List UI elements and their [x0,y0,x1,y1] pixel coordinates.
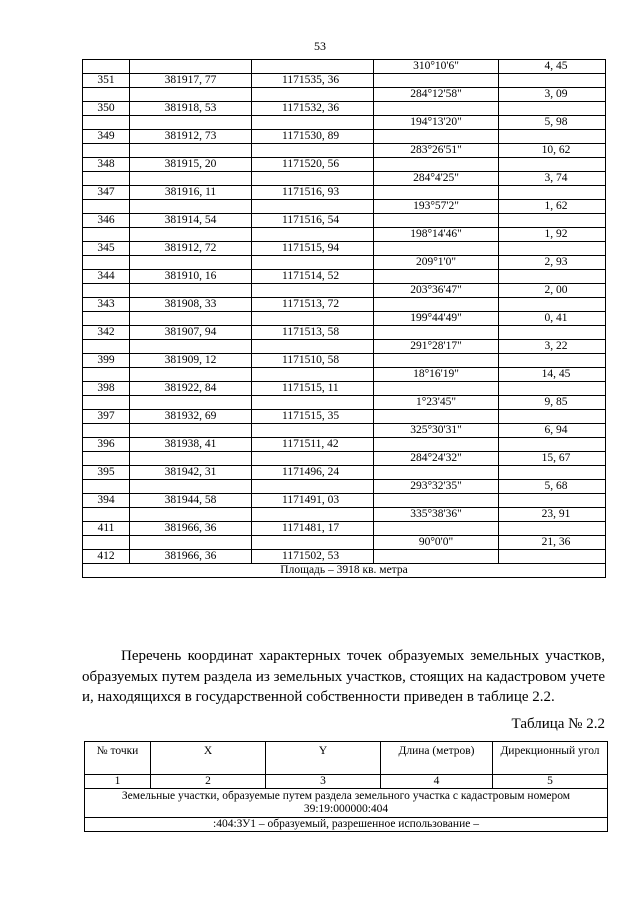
segment-row [83,284,606,298]
coord-y: 1171515, 11 [252,382,374,396]
page-number: 53 [314,39,326,53]
empty-cell [83,480,130,494]
empty-cell [499,354,606,368]
empty-cell [252,144,374,158]
segment-length: 14, 45 [499,368,606,382]
empty-cell [499,298,606,312]
coord-y: 1171532, 36 [252,102,374,116]
point-row [83,354,606,368]
coord-y: 1171502, 53 [252,550,374,564]
empty-cell [252,480,374,494]
empty-cell [374,466,499,480]
empty-cell [130,312,252,326]
direction-angle: 90°0'0" [374,536,499,550]
segment-length: 10, 62 [499,144,606,158]
segment-row [83,88,606,102]
point-row [83,158,606,172]
empty-cell [374,130,499,144]
segment-length: 15, 67 [499,452,606,466]
empty-cell [130,424,252,438]
empty-cell [130,116,252,130]
direction-angle: 1°23'45" [374,396,499,410]
point-number: 342 [83,326,130,340]
empty-cell [130,172,252,186]
empty-cell [252,312,374,326]
coord-x: 381938, 41 [130,438,252,452]
segment-length: 1, 92 [499,228,606,242]
empty-cell [83,536,130,550]
coord-y: 1171513, 58 [252,326,374,340]
direction-angle: 199°44'49" [374,312,499,326]
segment-length: 21, 36 [499,536,606,550]
empty-cell [252,396,374,410]
coord-y: 1171481, 17 [252,522,374,536]
point-number: 399 [83,354,130,368]
empty-cell [499,242,606,256]
direction-angle: 193°57'2" [374,200,499,214]
empty-cell [499,74,606,88]
empty-cell [499,466,606,480]
empty-cell [83,228,130,242]
empty-cell [130,200,252,214]
empty-cell [374,298,499,312]
empty-cell [252,424,374,438]
column-number: 3 [266,775,381,789]
empty-cell [130,228,252,242]
empty-cell [83,508,130,522]
empty-cell [130,256,252,270]
header-length: Длина (метров) [381,742,493,775]
empty-cell [374,186,499,200]
point-row [83,410,606,424]
empty-cell [374,550,499,564]
empty-cell [130,284,252,298]
column-number: 2 [151,775,266,789]
point-row [83,438,606,452]
coord-x: 381944, 58 [130,494,252,508]
point-row [83,130,606,144]
coord-x: 381908, 33 [130,298,252,312]
direction-angle: 293°32'35" [374,480,499,494]
coord-x: 381914, 54 [130,214,252,228]
column-number: 5 [493,775,608,789]
coord-x: 381932, 69 [130,410,252,424]
coord-x: 381915, 20 [130,158,252,172]
point-number: 412 [83,550,130,564]
direction-angle: 203°36'47" [374,284,499,298]
empty-cell [83,368,130,382]
segment-row [83,340,606,354]
empty-cell [130,508,252,522]
segment-length: 5, 98 [499,116,606,130]
empty-cell [83,452,130,466]
point-row [83,298,606,312]
point-number: 397 [83,410,130,424]
empty-cell [130,144,252,158]
table22-number-row [85,775,608,789]
empty-cell [130,368,252,382]
coord-y: 1171530, 89 [252,130,374,144]
coord-x: 381942, 31 [130,466,252,480]
empty-cell [374,382,499,396]
empty-cell [83,284,130,298]
coord-x: 381966, 36 [130,522,252,536]
segment-row [83,200,606,214]
coord-x: 381966, 36 [130,550,252,564]
empty-cell [83,88,130,102]
header-x: X [151,742,266,775]
empty-cell [499,102,606,116]
coord-x: 381916, 11 [130,186,252,200]
point-number: 350 [83,102,130,116]
empty-cell [499,130,606,144]
point-number: 395 [83,466,130,480]
coord-x: 381918, 53 [130,102,252,116]
point-number: 347 [83,186,130,200]
coord-y: 1171514, 52 [252,270,374,284]
empty-cell [252,452,374,466]
empty-cell [374,270,499,284]
empty-cell [499,382,606,396]
segment-length: 0, 41 [499,312,606,326]
empty-cell [374,214,499,228]
table-caption: Таблица № 2.2 [511,716,605,732]
header-point-number: № точки [85,742,151,775]
empty-cell [252,368,374,382]
segment-row [83,60,606,74]
segment-length: 3, 22 [499,340,606,354]
segment-length: 3, 09 [499,88,606,102]
table-2-2 [84,741,608,832]
segment-length: 23, 91 [499,508,606,522]
empty-cell [374,354,499,368]
direction-angle: 198°14'46" [374,228,499,242]
empty-cell [83,116,130,130]
point-row [83,326,606,340]
coord-y: 1171496, 24 [252,466,374,480]
empty-cell [499,214,606,228]
segment-length: 2, 93 [499,256,606,270]
segment-row [83,172,606,186]
segment-row [83,424,606,438]
coord-y: 1171516, 93 [252,186,374,200]
coord-y: 1171516, 54 [252,214,374,228]
segment-length: 5, 68 [499,480,606,494]
segment-length: 3, 74 [499,172,606,186]
segment-row [83,144,606,158]
empty-cell [130,452,252,466]
direction-angle: 325°30'31" [374,424,499,438]
empty-cell [83,256,130,270]
area-row [83,564,606,578]
segment-length: 2, 00 [499,284,606,298]
point-row [83,102,606,116]
coord-x: 381917, 77 [130,74,252,88]
intro-text: Перечень координат характерных точек образуемых земельных участков, образуемых путем раздела из земельных участков, стоящих на кадастровом учете и, находящихся в государственной собственности приведен в таблице 2.2. [82,648,605,705]
point-number: 394 [83,494,130,508]
point-row [83,466,606,480]
point-row [83,214,606,228]
point-row [83,242,606,256]
point-row [83,494,606,508]
segment-row [83,536,606,550]
point-number: 344 [83,270,130,284]
direction-angle: 335°38'36" [374,508,499,522]
empty-cell [499,326,606,340]
coord-y: 1171515, 94 [252,242,374,256]
segment-length: 1, 62 [499,200,606,214]
empty-cell [499,186,606,200]
empty-cell [130,60,252,74]
point-row [83,186,606,200]
point-row [83,522,606,536]
empty-cell [499,522,606,536]
area-total: Площадь – 3918 кв. метра [83,564,606,578]
direction-angle: 283°26'51" [374,144,499,158]
empty-cell [252,172,374,186]
coord-x: 381912, 73 [130,130,252,144]
empty-cell [374,158,499,172]
coord-y: 1171511, 42 [252,438,374,452]
point-number: 411 [83,522,130,536]
segment-row [83,508,606,522]
empty-cell [374,74,499,88]
empty-cell [499,550,606,564]
segment-row [83,480,606,494]
header-angle: Дирекционный угол [493,742,608,775]
coord-y: 1171510, 58 [252,354,374,368]
coord-x: 381912, 72 [130,242,252,256]
empty-cell [83,172,130,186]
section-title: Земельные участки, образуемые путем раздела земельного участка с кадастровым номером 39:19:000000:404 [85,789,608,818]
header-y: Y [266,742,381,775]
segment-row [83,256,606,270]
coord-y: 1171515, 35 [252,410,374,424]
empty-cell [83,396,130,410]
empty-cell [252,536,374,550]
point-number: 351 [83,74,130,88]
empty-cell [252,200,374,214]
point-number: 348 [83,158,130,172]
segment-length: 9, 85 [499,396,606,410]
empty-cell [252,508,374,522]
coord-y: 1171513, 72 [252,298,374,312]
segment-row [83,312,606,326]
point-number: 346 [83,214,130,228]
segment-row [83,452,606,466]
direction-angle: 284°4'25" [374,172,499,186]
point-number: 398 [83,382,130,396]
coord-x: 381909, 12 [130,354,252,368]
subsection-title: :404:ЗУ1 – образуемый, разрешенное использование – [85,818,608,832]
empty-cell [83,60,130,74]
segment-length: 4, 45 [499,60,606,74]
column-number: 4 [381,775,493,789]
direction-angle: 209°1'0" [374,256,499,270]
empty-cell [252,88,374,102]
column-number: 1 [85,775,151,789]
direction-angle: 18°16'19" [374,368,499,382]
point-row [83,74,606,88]
empty-cell [374,494,499,508]
empty-cell [252,116,374,130]
empty-cell [252,256,374,270]
coord-x: 381907, 94 [130,326,252,340]
direction-angle: 284°12'58" [374,88,499,102]
empty-cell [130,536,252,550]
coord-y: 1171520, 56 [252,158,374,172]
table22-header-row [85,742,608,775]
empty-cell [83,340,130,354]
point-row [83,382,606,396]
empty-cell [83,312,130,326]
segment-row [83,368,606,382]
point-row [83,270,606,284]
empty-cell [252,340,374,354]
empty-cell [499,158,606,172]
empty-cell [83,424,130,438]
coord-x: 381922, 84 [130,382,252,396]
intro-paragraph [82,646,605,708]
empty-cell [374,242,499,256]
direction-angle: 310°10'6" [374,60,499,74]
table22-subsection-row [85,818,608,832]
point-number: 345 [83,242,130,256]
point-number: 343 [83,298,130,312]
coord-y: 1171535, 36 [252,74,374,88]
point-row [83,550,606,564]
empty-cell [499,494,606,508]
empty-cell [130,88,252,102]
direction-angle: 284°24'32" [374,452,499,466]
empty-cell [374,326,499,340]
empty-cell [252,228,374,242]
empty-cell [499,410,606,424]
direction-angle: 291°28'17" [374,340,499,354]
coord-y: 1171491, 03 [252,494,374,508]
empty-cell [499,438,606,452]
empty-cell [374,410,499,424]
empty-cell [374,438,499,452]
empty-cell [83,200,130,214]
empty-cell [374,102,499,116]
empty-cell [130,480,252,494]
empty-cell [130,396,252,410]
empty-cell [83,144,130,158]
segment-length: 6, 94 [499,424,606,438]
empty-cell [130,340,252,354]
segment-row [83,396,606,410]
empty-cell [499,270,606,284]
direction-angle: 194°13'20" [374,116,499,130]
table22-section-row [85,789,608,818]
coordinate-table [82,59,606,578]
segment-row [83,116,606,130]
point-number: 396 [83,438,130,452]
segment-row [83,228,606,242]
point-number: 349 [83,130,130,144]
empty-cell [252,284,374,298]
empty-cell [252,60,374,74]
empty-cell [374,522,499,536]
coord-x: 381910, 16 [130,270,252,284]
